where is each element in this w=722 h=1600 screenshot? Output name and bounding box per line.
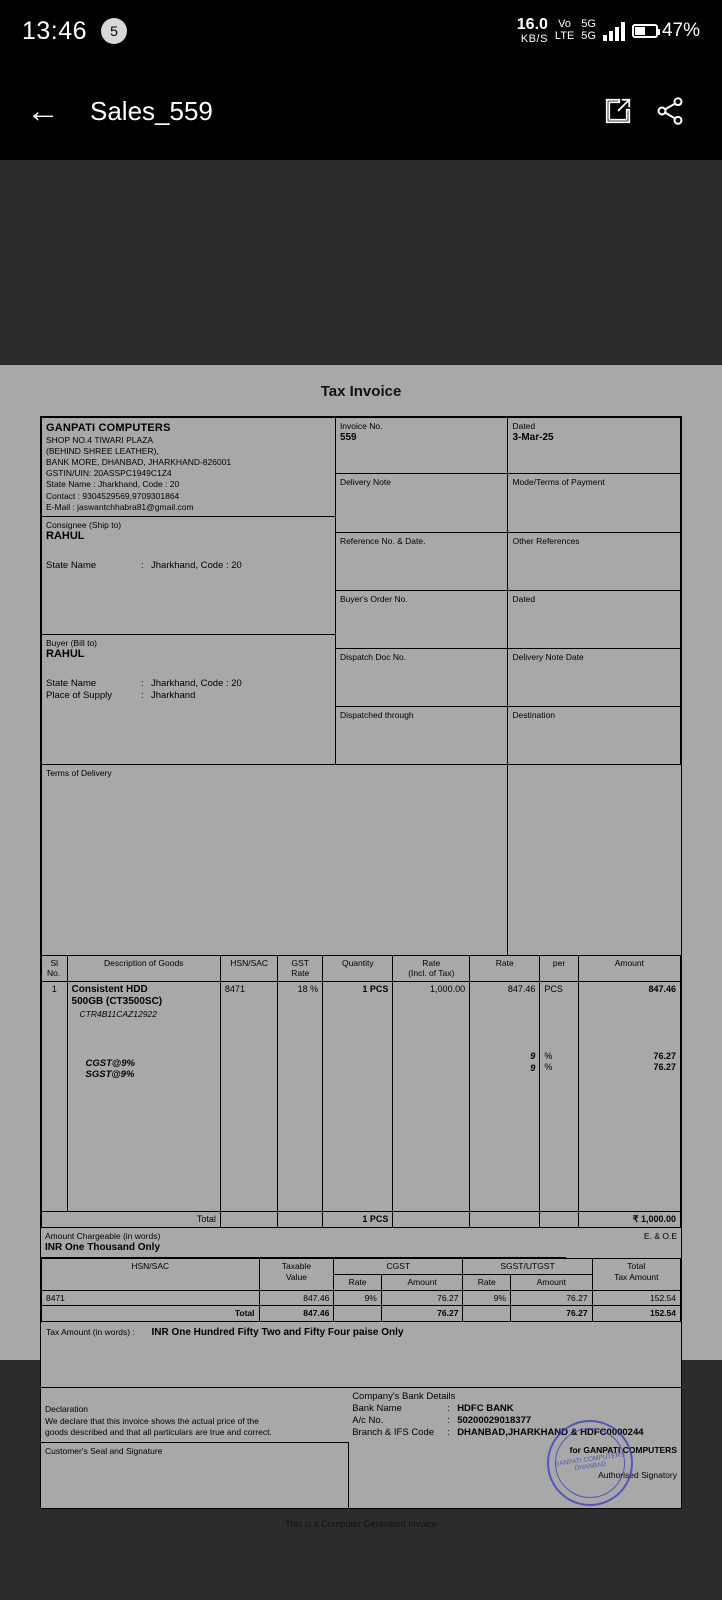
total-amount: ₹ 1,000.00 [578, 1211, 680, 1227]
total-rate-blank [470, 1211, 540, 1227]
table-row [42, 981, 681, 1211]
item-rate-incl: 1,000.00 [393, 981, 470, 1211]
bank-ifs-label: Branch & IFS Code [352, 1426, 435, 1438]
status-bar-left [22, 17, 127, 46]
col-rate-incl-label: Rate [422, 957, 441, 968]
col-amount: Amount [578, 955, 680, 981]
buyer-state-label: State Name [46, 678, 97, 689]
status-clock: 13:46 [22, 16, 88, 45]
bank-name-row: Bank Name : HDFC BANK [352, 1403, 514, 1415]
buyer-place-label: Place of Supply [46, 689, 113, 701]
battery-percent: 47% [661, 20, 700, 41]
hsn-total-sgst-amount: 76.27 [511, 1306, 593, 1322]
hsn-col-total-sub: Tax Amount [614, 1271, 659, 1282]
consignee-name: RAHUL [46, 530, 85, 543]
company-stamp-text: GANPATI COMPUTERS DHANBAD [553, 1450, 626, 1473]
item-description-cell [67, 981, 220, 1211]
tax-words-block [41, 1322, 681, 1389]
seller-contact: Contact : 9304529569,9709301864 [46, 490, 180, 501]
sgst-rate: 9 [530, 1063, 536, 1074]
notification-count-badge: 5 [101, 18, 127, 44]
hsn-col-cgst: CGST [334, 1259, 463, 1275]
item-hsn: 8471 [220, 981, 278, 1211]
hsn-col-taxable-label: Taxable [281, 1261, 312, 1272]
hsn-row-cgst-amount: 76.27 [381, 1290, 463, 1306]
hsn-col-taxable-sub: Value [285, 1271, 307, 1282]
declaration-block [41, 1401, 348, 1441]
hsn-total-row [42, 1306, 681, 1322]
col-sl [42, 955, 68, 981]
seller-address-1: SHOP NO.4 TIWARI PLAZA [46, 435, 154, 446]
col-hsn: HSN/SAC [220, 955, 278, 981]
bank-ac-row: A/c No. : 50200029018377 [352, 1415, 532, 1426]
seller-block [42, 418, 335, 516]
mode-terms-cell [508, 474, 680, 491]
dispatch-doc-cell [336, 649, 508, 666]
item-rate-cell [470, 981, 540, 1211]
dated-cell [508, 418, 680, 447]
col-per: per [540, 955, 578, 981]
amount-words-value: INR One Thousand Only [45, 1241, 161, 1253]
mode-terms-label: Mode/Terms of Payment [512, 477, 605, 488]
network-speed-indicator [517, 17, 548, 45]
hsn-col-total [592, 1259, 680, 1290]
seller-email: E-Mail : jaswantchhabra81@gmail.com [46, 501, 194, 512]
consignee-state-value: Jharkhand, Code : 20 [151, 560, 242, 571]
sgst-label: SGST@9% [85, 1069, 135, 1081]
bank-ac-label: A/c No. [352, 1415, 384, 1426]
buyer-state-value: Jharkhand, Code : 20 [151, 678, 242, 689]
hsn-total-cgst-amount: 76.27 [381, 1306, 463, 1322]
amount-words-table [41, 1228, 681, 1258]
cgst-rate: 9 [530, 1051, 536, 1063]
item-per: PCS [544, 983, 563, 994]
signal-bars-icon [603, 21, 625, 41]
item-rate: 847.46 [507, 983, 536, 994]
total-quantity: 1 PCS [323, 1211, 393, 1227]
delivery-note-cell [336, 474, 508, 491]
eoe-label: E. & O.E [643, 1231, 677, 1242]
terms-of-delivery-cell [42, 765, 507, 782]
share-icon[interactable] [644, 95, 696, 127]
col-rate-incl-sub: (Incl. of Tax) [408, 968, 455, 979]
item-amount: 847.46 [648, 983, 676, 994]
total-rate-incl-blank [393, 1211, 470, 1227]
consignee-state-row: State Name : Jharkhand, Code : 20 [46, 560, 242, 571]
footer-note: This is a Computer Generated Invoice [285, 1519, 437, 1530]
col-gst [278, 955, 323, 981]
other-refs-cell [508, 533, 680, 550]
hsn-row-sgst-amount: 76.27 [511, 1290, 593, 1306]
back-arrow-icon[interactable]: ← [26, 92, 60, 130]
hsn-col-sgst-rate: Rate [463, 1274, 511, 1290]
hsn-col-sgst: SGST/UTGST [463, 1259, 592, 1275]
dated-value: 3-Mar-25 [512, 431, 554, 443]
volte-sub-label: LTE [554, 30, 575, 42]
reference-label: Reference No. & Date. [339, 535, 426, 546]
network-speed-value: 16.0 [516, 15, 548, 33]
total-gst-blank [278, 1211, 323, 1227]
status-bar [0, 0, 722, 62]
hsn-summary-table [41, 1258, 681, 1322]
delivery-note-date-label: Delivery Note Date [512, 651, 584, 662]
delivery-note-date-cell [508, 649, 680, 666]
buyer-place-value: Jharkhand [151, 689, 196, 701]
order-dated-label: Dated [512, 593, 536, 604]
dispatched-through-label: Dispatched through [339, 709, 414, 720]
network-type-icon [581, 19, 596, 42]
item-quantity: 1 PCS [323, 981, 393, 1211]
hsn-col-hsn: HSN/SAC [42, 1259, 260, 1290]
seller-gstin: GSTIN/UIN: 20ASSPC1949C1Z4 [46, 468, 172, 479]
buyers-order-cell [336, 591, 508, 608]
bank-ifs-value: DHANBAD,JHARKHAND & HDFC0000244 [457, 1426, 644, 1438]
seller-address-3: BANK MORE, DHANBAD, JHARKHAND-826001 [46, 457, 232, 468]
delivery-note-label: Delivery Note [339, 477, 391, 488]
for-company-label: for GANPATI COMPUTERS [569, 1445, 677, 1456]
col-rate: Rate [470, 955, 540, 981]
reference-cell [336, 533, 508, 550]
invoice-header-table [41, 417, 681, 955]
cgst-label: CGST@9% [85, 1057, 135, 1069]
sgst-amount: 76.27 [653, 1062, 676, 1073]
status-bar-right [517, 17, 700, 45]
declaration-label: Declaration [45, 1404, 88, 1415]
items-total-row [42, 1211, 681, 1227]
battery-icon [632, 24, 658, 38]
bank-ifs-row: Branch & IFS Code : DHANBAD,JHARKHAND & HDFC0000244 [352, 1426, 644, 1438]
network-type-label: 5G [581, 18, 596, 31]
declaration-line-2: goods described and that all particulars are true and correct. [45, 1427, 272, 1438]
table-row [42, 1290, 681, 1306]
invoice-no-value: 559 [339, 431, 357, 443]
hsn-header-row-1 [42, 1259, 681, 1275]
item-per-cell [540, 981, 578, 1211]
hsn-row-sgst-rate: 9% [463, 1290, 511, 1306]
total-hsn-blank [220, 1211, 278, 1227]
edit-icon[interactable] [592, 96, 644, 126]
consignee-state-label: State Name [46, 560, 97, 571]
hsn-total-taxable: 847.46 [259, 1306, 334, 1322]
seller-state: State Name : Jharkhand, Code : 20 [46, 479, 180, 490]
network-speed-unit: KB/S [520, 32, 548, 45]
item-description: Consistent HDD [71, 983, 148, 995]
item-description-2: 500GB (CT3500SC) [71, 996, 163, 1008]
hsn-col-taxable [259, 1259, 334, 1290]
seller-address-2: (BEHIND SHREE LEATHER), [46, 446, 159, 457]
hsn-total-sgst-rate-blank [463, 1306, 511, 1322]
volte-icon [555, 19, 574, 42]
dispatch-doc-label: Dispatch Doc No. [339, 651, 407, 662]
document-viewer[interactable] [0, 160, 722, 1600]
bank-name-value: HDFC BANK [457, 1403, 514, 1415]
cgst-amount: 76.27 [653, 1051, 676, 1062]
order-dated-cell [508, 591, 680, 608]
col-sl-sub: No. [47, 968, 61, 979]
dispatched-through-cell [336, 707, 508, 724]
amount-words-label: Amount Chargeable (in words) [45, 1231, 161, 1242]
seller-name: GANPATI COMPUTERS [46, 422, 171, 434]
destination-cell [508, 707, 680, 724]
buyer-label: Buyer (Bill to) [46, 637, 98, 648]
sgst-per: % [544, 1062, 553, 1073]
hsn-row-taxable: 847.46 [259, 1290, 334, 1306]
bank-label: Company's Bank Details [352, 1391, 456, 1403]
amount-words-cell [41, 1228, 566, 1257]
items-table [41, 955, 681, 1229]
buyer-place-row: Place of Supply : Jharkhand [46, 689, 196, 701]
dated-label: Dated [512, 421, 536, 431]
consignee-block [42, 517, 335, 575]
hsn-row-hsn: 8471 [42, 1290, 260, 1306]
col-description: Description of Goods [67, 955, 220, 981]
buyer-block [42, 635, 335, 705]
buyer-state-row: State Name : Jharkhand, Code : 20 [46, 678, 242, 689]
invoice-title: Tax Invoice [320, 383, 402, 400]
hsn-row-total: 152.54 [592, 1290, 680, 1306]
tax-words-label: Tax Amount (in words) : [46, 1326, 135, 1337]
terms-of-delivery-label: Terms of Delivery [46, 768, 112, 779]
hsn-total-total: 152.54 [592, 1306, 680, 1322]
authorised-signatory-label: Authorised Signatory [598, 1469, 677, 1480]
customer-seal-label: Customer's Seal and Signature [45, 1445, 163, 1456]
volte-label: Vo [558, 18, 572, 31]
tax-words-value: INR One Hundred Fifty Two and Fifty Four paise Only [151, 1326, 404, 1338]
hsn-col-cgst-rate: Rate [334, 1274, 382, 1290]
cgst-per: % [544, 1051, 553, 1062]
destination-label: Destination [512, 709, 555, 720]
network-type-sub-label: 5G [581, 30, 596, 42]
col-sl-label: Sl [50, 957, 59, 968]
other-refs-label: Other References [512, 535, 580, 546]
col-gst-sub: Rate [291, 968, 310, 979]
page-title: Sales_559 [90, 95, 213, 126]
invoice-page [40, 416, 682, 1509]
consignee-label: Consignee (Ship to) [46, 519, 122, 530]
declaration-line-1: We declare that this invoice shows the actual price of the [45, 1415, 259, 1426]
bank-ac-value: 50200029018377 [457, 1415, 532, 1426]
col-gst-label: GST [291, 957, 310, 968]
item-sl: 1 [42, 981, 68, 1211]
invoice-sheet [0, 365, 722, 1530]
items-header-row [42, 955, 681, 981]
invoice-no-cell [336, 418, 508, 447]
invoice-no-label: Invoice No. [339, 421, 383, 431]
total-per-blank [540, 1211, 578, 1227]
buyer-name: RAHUL [46, 648, 85, 661]
buyers-order-label: Buyer's Order No. [339, 593, 408, 604]
bank-block [348, 1388, 681, 1442]
total-label: Total [42, 1211, 221, 1227]
col-rate-incl [393, 955, 470, 981]
app-bar [0, 62, 722, 160]
hsn-total-cgst-rate-blank [334, 1306, 382, 1322]
battery-indicator [632, 20, 700, 42]
col-quantity: Quantity [323, 955, 393, 981]
hsn-row-cgst-rate: 9% [334, 1290, 382, 1306]
item-gst-rate: 18 % [278, 981, 323, 1211]
hsn-col-sgst-amount: Amount [511, 1274, 593, 1290]
hsn-total-label: Total [42, 1306, 260, 1322]
item-serial: CTR4B11CAZ12922 [79, 1008, 157, 1019]
item-amount-cell [578, 981, 680, 1211]
bank-name-label: Bank Name [352, 1403, 402, 1415]
hsn-col-cgst-amount: Amount [381, 1274, 463, 1290]
hsn-col-total-label: Total [627, 1261, 646, 1272]
